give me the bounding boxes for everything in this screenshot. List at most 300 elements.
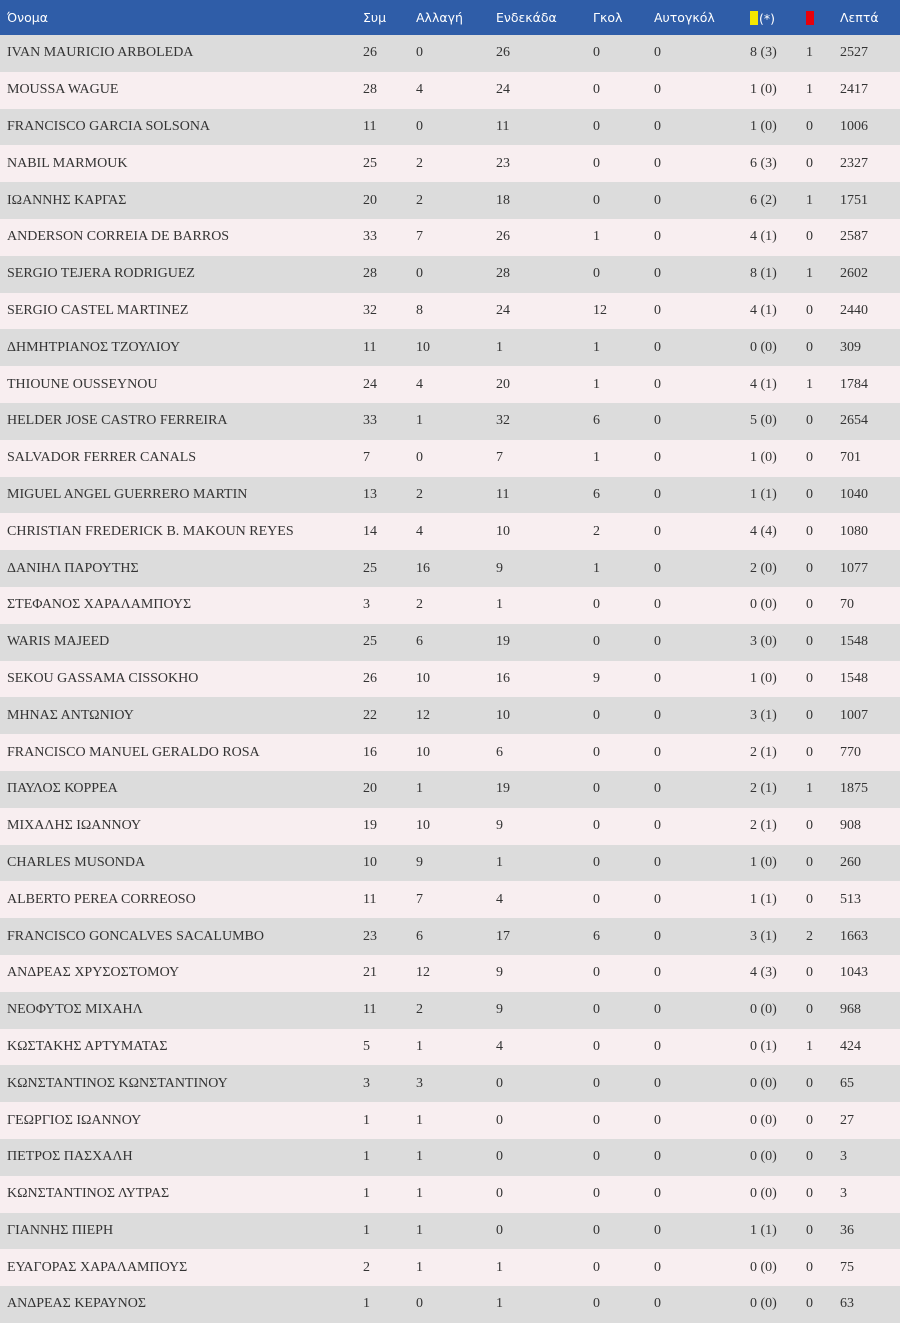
minutes-played: 1077	[840, 560, 868, 576]
player-name: SERGIO TEJERA RODRIGUEZ	[7, 266, 195, 282]
red-cards: 0	[806, 891, 813, 907]
red-cards: 0	[806, 634, 813, 650]
minutes-played: 1040	[840, 486, 868, 502]
column-header-goals[interactable]: Γκολ	[593, 10, 623, 25]
yellow-cards: 2 (1)	[750, 781, 777, 797]
minutes-played: 260	[840, 854, 861, 870]
yellow-cards: 3 (1)	[750, 928, 777, 944]
appearances: 10	[363, 854, 377, 870]
table-header-row	[0, 0, 900, 35]
own-goals: 0	[654, 670, 661, 686]
own-goals: 0	[654, 266, 661, 282]
yellow-cards: 4 (3)	[750, 965, 777, 981]
minutes-played: 1663	[840, 928, 868, 944]
minutes-played: 36	[840, 1222, 854, 1238]
minutes-played: 701	[840, 450, 861, 466]
own-goals: 0	[654, 523, 661, 539]
player-name: MIGUEL ANGEL GUERRERO MARTIN	[7, 486, 248, 502]
yellow-cards: 1 (0)	[750, 854, 777, 870]
substitutions: 1	[416, 1149, 423, 1165]
starting-lineups: 23	[496, 155, 510, 171]
red-cards: 0	[806, 1002, 813, 1018]
starting-lineups: 24	[496, 302, 510, 318]
starting-lineups: 0	[496, 1149, 503, 1165]
minutes-played: 1875	[840, 781, 868, 797]
yellow-card-icon	[750, 11, 758, 25]
starting-lineups: 9	[496, 818, 503, 834]
red-cards: 0	[806, 229, 813, 245]
table-row	[0, 182, 900, 219]
table-row	[0, 109, 900, 146]
red-cards: 0	[806, 1112, 813, 1128]
table-row	[0, 1065, 900, 1102]
appearances: 26	[363, 45, 377, 61]
substitutions: 0	[416, 1296, 423, 1312]
red-cards: 0	[806, 339, 813, 355]
yellow-cards: 3 (0)	[750, 634, 777, 650]
yellow-cards: 8 (1)	[750, 266, 777, 282]
yellow-cards: 4 (4)	[750, 523, 777, 539]
starting-lineups: 20	[496, 376, 510, 392]
own-goals: 0	[654, 45, 661, 61]
player-name: ΠΕΤΡΟΣ ΠΑΣΧΑΛΗ	[7, 1149, 133, 1165]
yellow-cards: 1 (0)	[750, 450, 777, 466]
substitutions: 7	[416, 229, 423, 245]
substitutions: 2	[416, 192, 423, 208]
table-row	[0, 440, 900, 477]
column-header-red-cards[interactable]	[806, 0, 840, 35]
substitutions: 12	[416, 965, 430, 981]
minutes-played: 1043	[840, 965, 868, 981]
goals: 0	[593, 818, 600, 834]
goals: 6	[593, 413, 600, 429]
minutes-played: 1548	[840, 670, 868, 686]
appearances: 1	[363, 1112, 370, 1128]
goals: 0	[593, 965, 600, 981]
substitutions: 1	[416, 1186, 423, 1202]
appearances: 1	[363, 1222, 370, 1238]
substitutions: 1	[416, 1038, 423, 1054]
starting-lineups: 19	[496, 634, 510, 650]
own-goals: 0	[654, 376, 661, 392]
starting-lineups: 18	[496, 192, 510, 208]
substitutions: 4	[416, 523, 423, 539]
minutes-played: 2440	[840, 302, 868, 318]
table-row	[0, 624, 900, 661]
column-header-subs[interactable]: Αλλαγή	[416, 10, 463, 25]
yellow-cards: 1 (1)	[750, 1222, 777, 1238]
yellow-cards: 1 (1)	[750, 486, 777, 502]
red-cards: 0	[806, 1259, 813, 1275]
red-cards: 0	[806, 486, 813, 502]
appearances: 23	[363, 928, 377, 944]
appearances: 5	[363, 1038, 370, 1054]
substitutions: 2	[416, 1002, 423, 1018]
table-row	[0, 1102, 900, 1139]
own-goals: 0	[654, 1149, 661, 1165]
goals: 0	[593, 1149, 600, 1165]
goals: 0	[593, 781, 600, 797]
goals: 0	[593, 744, 600, 760]
appearances: 22	[363, 707, 377, 723]
minutes-played: 2527	[840, 45, 868, 61]
substitutions: 4	[416, 376, 423, 392]
own-goals: 0	[654, 928, 661, 944]
player-name: ΔΗΜΗΤΡΙΑΝΟΣ ΤΖΟΥΛΙΟΥ	[7, 339, 181, 355]
starting-lineups: 11	[496, 486, 510, 502]
minutes-played: 1080	[840, 523, 868, 539]
starting-lineups: 1	[496, 339, 503, 355]
red-cards: 1	[806, 192, 813, 208]
appearances: 2	[363, 1259, 370, 1275]
table-row	[0, 771, 900, 808]
substitutions: 2	[416, 597, 423, 613]
goals: 0	[593, 707, 600, 723]
appearances: 20	[363, 192, 377, 208]
own-goals: 0	[654, 1112, 661, 1128]
yellow-cards: 1 (0)	[750, 82, 777, 98]
appearances: 21	[363, 965, 377, 981]
goals: 6	[593, 486, 600, 502]
appearances: 26	[363, 670, 377, 686]
starting-lineups: 7	[496, 450, 503, 466]
substitutions: 10	[416, 744, 430, 760]
red-cards: 0	[806, 1296, 813, 1312]
minutes-played: 2587	[840, 229, 868, 245]
player-name: ΔΑΝΙΗΛ ΠΑΡΟΥΤΗΣ	[7, 560, 139, 576]
red-cards: 0	[806, 1075, 813, 1091]
appearances: 11	[363, 339, 377, 355]
table-row	[0, 734, 900, 771]
substitutions: 6	[416, 634, 423, 650]
yellow-cards: 0 (1)	[750, 1038, 777, 1054]
player-name: ΙΩΑΝΝΗΣ ΚΑΡΓΑΣ	[7, 192, 127, 208]
goals: 0	[593, 45, 600, 61]
goals: 0	[593, 1222, 600, 1238]
column-header-name[interactable]: Όνομα	[7, 10, 48, 25]
yellow-cards: 6 (2)	[750, 192, 777, 208]
minutes-played: 2602	[840, 266, 868, 282]
yellow-cards: 0 (0)	[750, 1002, 777, 1018]
own-goals: 0	[654, 192, 661, 208]
red-cards: 0	[806, 118, 813, 134]
starting-lineups: 4	[496, 891, 503, 907]
red-cards: 0	[806, 597, 813, 613]
substitutions: 1	[416, 1112, 423, 1128]
own-goals: 0	[654, 1222, 661, 1238]
red-cards: 1	[806, 781, 813, 797]
appearances: 3	[363, 597, 370, 613]
player-name: ALBERTO PEREA CORREOSO	[7, 891, 196, 907]
goals: 0	[593, 192, 600, 208]
table-row	[0, 477, 900, 514]
player-name: ΓΙΑΝΝΗΣ ΠΙΕΡΗ	[7, 1222, 114, 1238]
yellow-cards: 2 (1)	[750, 744, 777, 760]
red-cards: 0	[806, 413, 813, 429]
table-row	[0, 587, 900, 624]
starting-lineups: 1	[496, 597, 503, 613]
own-goals: 0	[654, 597, 661, 613]
player-name: ΚΩΝΣΤΑΝΤΙΝΟΣ ΚΩΝΣΤΑΝΤΙΝΟΥ	[7, 1075, 228, 1091]
substitutions: 0	[416, 118, 423, 134]
appearances: 25	[363, 634, 377, 650]
own-goals: 0	[654, 707, 661, 723]
minutes-played: 968	[840, 1002, 861, 1018]
player-name: ΓΕΩΡΓΙΟΣ ΙΩΑΝΝΟΥ	[7, 1112, 142, 1128]
own-goals: 0	[654, 486, 661, 502]
own-goals: 0	[654, 1186, 661, 1202]
own-goals: 0	[654, 450, 661, 466]
appearances: 16	[363, 744, 377, 760]
player-name: CHARLES MUSONDA	[7, 854, 146, 870]
minutes-played: 65	[840, 1075, 854, 1091]
yellow-cards: 4 (1)	[750, 302, 777, 318]
appearances: 33	[363, 413, 377, 429]
starting-lineups: 0	[496, 1222, 503, 1238]
starting-lineups: 0	[496, 1186, 503, 1202]
starting-lineups: 19	[496, 781, 510, 797]
own-goals: 0	[654, 155, 661, 171]
red-cards: 0	[806, 670, 813, 686]
minutes-played: 2417	[840, 82, 868, 98]
minutes-played: 770	[840, 744, 861, 760]
yellow-cards: 0 (0)	[750, 1296, 777, 1312]
substitutions: 10	[416, 339, 430, 355]
player-name: ΜΙΧΑΛΗΣ ΙΩΑΝΝΟΥ	[7, 818, 142, 834]
starting-lineups: 1	[496, 854, 503, 870]
player-name: ΚΩΝΣΤΑΝΤΙΝΟΣ ΛΥΤΡΑΣ	[7, 1186, 170, 1202]
yellow-cards: 0 (0)	[750, 1259, 777, 1275]
table-row	[0, 918, 900, 955]
yellow-cards: 0 (0)	[750, 1149, 777, 1165]
player-name: ΜΗΝΑΣ ΑΝΤΩΝΙΟΥ	[7, 707, 134, 723]
goals: 6	[593, 928, 600, 944]
player-name: SEKOU GASSAMA CISSOKHO	[7, 670, 199, 686]
red-card-icon	[806, 11, 814, 25]
minutes-played: 1751	[840, 192, 868, 208]
own-goals: 0	[654, 1002, 661, 1018]
goals: 12	[593, 302, 607, 318]
starting-lineups: 9	[496, 1002, 503, 1018]
goals: 1	[593, 560, 600, 576]
table-row	[0, 1029, 900, 1066]
yellow-cards: 0 (0)	[750, 1112, 777, 1128]
player-name: ΕΥΑΓΟΡΑΣ ΧΑΡΑΛΑΜΠΟΥΣ	[7, 1259, 188, 1275]
starting-lineups: 32	[496, 413, 510, 429]
substitutions: 16	[416, 560, 430, 576]
table-row	[0, 256, 900, 293]
column-header-apps[interactable]: Συμ	[363, 10, 387, 25]
substitutions: 8	[416, 302, 423, 318]
goals: 0	[593, 82, 600, 98]
red-cards: 1	[806, 82, 813, 98]
own-goals: 0	[654, 744, 661, 760]
table-row	[0, 403, 900, 440]
goals: 1	[593, 450, 600, 466]
goals: 0	[593, 1259, 600, 1275]
yellow-cards: 1 (1)	[750, 891, 777, 907]
starting-lineups: 1	[496, 1259, 503, 1275]
player-name: WARIS MAJEED	[7, 634, 110, 650]
starting-lineups: 24	[496, 82, 510, 98]
table-row	[0, 145, 900, 182]
column-header-own-goals[interactable]: Αυτογκόλ	[654, 10, 715, 25]
starting-lineups: 10	[496, 707, 510, 723]
own-goals: 0	[654, 118, 661, 134]
own-goals: 0	[654, 82, 661, 98]
goals: 1	[593, 339, 600, 355]
goals: 0	[593, 1296, 600, 1312]
column-header-lineups[interactable]: Ενδεκάδα	[496, 10, 557, 25]
player-name: FRANCISCO MANUEL GERALDO ROSA	[7, 744, 260, 760]
red-cards: 0	[806, 450, 813, 466]
yellow-cards: 6 (3)	[750, 155, 777, 171]
red-cards: 0	[806, 1186, 813, 1202]
substitutions: 3	[416, 1075, 423, 1091]
appearances: 20	[363, 781, 377, 797]
minutes-played: 27	[840, 1112, 854, 1128]
column-header-yellow-cards[interactable]	[750, 0, 806, 35]
player-name: ΚΩΣΤΑΚΗΣ ΑΡΤΥΜΑΤΑΣ	[7, 1038, 168, 1054]
yellow-cards: 5 (0)	[750, 413, 777, 429]
own-goals: 0	[654, 339, 661, 355]
red-cards: 0	[806, 854, 813, 870]
table-row	[0, 808, 900, 845]
goals: 0	[593, 1038, 600, 1054]
substitutions: 2	[416, 155, 423, 171]
own-goals: 0	[654, 560, 661, 576]
starting-lineups: 17	[496, 928, 510, 944]
player-name: ΑΝΔΡΕΑΣ ΚΕΡΑΥΝΟΣ	[7, 1296, 146, 1312]
table-row	[0, 293, 900, 330]
minutes-played: 63	[840, 1296, 854, 1312]
appearances: 11	[363, 1002, 377, 1018]
red-cards: 1	[806, 1038, 813, 1054]
red-cards: 1	[806, 376, 813, 392]
goals: 0	[593, 266, 600, 282]
own-goals: 0	[654, 413, 661, 429]
player-name: ΣΤΕΦΑΝΟΣ ΧΑΡΑΛΑΜΠΟΥΣ	[7, 597, 192, 613]
player-name: SERGIO CASTEL MARTINEZ	[7, 302, 189, 318]
table-row	[0, 1286, 900, 1323]
table-row	[0, 845, 900, 882]
goals: 0	[593, 597, 600, 613]
red-cards: 1	[806, 266, 813, 282]
substitutions: 9	[416, 854, 423, 870]
own-goals: 0	[654, 818, 661, 834]
table-row	[0, 1249, 900, 1286]
table-row	[0, 329, 900, 366]
yellow-cards: 0 (0)	[750, 1186, 777, 1202]
appearances: 11	[363, 891, 377, 907]
own-goals: 0	[654, 302, 661, 318]
substitutions: 7	[416, 891, 423, 907]
own-goals: 0	[654, 781, 661, 797]
starting-lineups: 4	[496, 1038, 503, 1054]
own-goals: 0	[654, 891, 661, 907]
starting-lineups: 11	[496, 118, 510, 134]
red-cards: 2	[806, 928, 813, 944]
table-row	[0, 1213, 900, 1250]
substitutions: 10	[416, 670, 430, 686]
yellow-cards: 4 (1)	[750, 376, 777, 392]
minutes-played: 3	[840, 1186, 847, 1202]
appearances: 1	[363, 1149, 370, 1165]
player-name: IVAN MAURICIO ARBOLEDA	[7, 45, 194, 61]
red-cards: 0	[806, 560, 813, 576]
red-cards: 0	[806, 523, 813, 539]
starting-lineups: 9	[496, 560, 503, 576]
substitutions: 0	[416, 450, 423, 466]
substitutions: 1	[416, 781, 423, 797]
player-name: ΠΑΥΛΟΣ ΚΟΡΡΕΑ	[7, 781, 118, 797]
table-row	[0, 661, 900, 698]
player-name: HELDER JOSE CASTRO FERREIRA	[7, 413, 228, 429]
appearances: 33	[363, 229, 377, 245]
yellow-cards: 0 (0)	[750, 1075, 777, 1091]
column-header-minutes[interactable]: Λεπτά	[840, 10, 879, 25]
substitutions: 12	[416, 707, 430, 723]
goals: 0	[593, 1075, 600, 1091]
appearances: 24	[363, 376, 377, 392]
substitutions: 6	[416, 928, 423, 944]
player-name: FRANCISCO GONCALVES SACALUMBO	[7, 928, 264, 944]
goals: 9	[593, 670, 600, 686]
own-goals: 0	[654, 1075, 661, 1091]
own-goals: 0	[654, 1038, 661, 1054]
minutes-played: 309	[840, 339, 861, 355]
red-cards: 0	[806, 707, 813, 723]
table-row	[0, 955, 900, 992]
own-goals: 0	[654, 229, 661, 245]
yellow-cards: 1 (0)	[750, 118, 777, 134]
yellow-cards: 4 (1)	[750, 229, 777, 245]
player-name: THIOUNE OUSSEYNOU	[7, 376, 158, 392]
minutes-played: 2327	[840, 155, 868, 171]
red-cards: 0	[806, 965, 813, 981]
own-goals: 0	[654, 1296, 661, 1312]
substitutions: 1	[416, 413, 423, 429]
goals: 0	[593, 1186, 600, 1202]
table-row	[0, 697, 900, 734]
minutes-played: 1006	[840, 118, 868, 134]
goals: 0	[593, 634, 600, 650]
appearances: 25	[363, 560, 377, 576]
red-cards: 0	[806, 302, 813, 318]
table-row	[0, 1139, 900, 1176]
player-name: ΑΝΔΡΕΑΣ ΧΡΥΣΟΣΤΟΜΟΥ	[7, 965, 180, 981]
appearances: 3	[363, 1075, 370, 1091]
substitutions: 1	[416, 1259, 423, 1275]
appearances: 19	[363, 818, 377, 834]
table-row	[0, 219, 900, 256]
goals: 1	[593, 229, 600, 245]
red-cards: 0	[806, 1149, 813, 1165]
appearances: 1	[363, 1296, 370, 1312]
own-goals: 0	[654, 965, 661, 981]
yellow-cards: 8 (3)	[750, 45, 777, 61]
starting-lineups: 9	[496, 965, 503, 981]
goals: 0	[593, 155, 600, 171]
player-name: ANDERSON CORREIA DE BARROS	[7, 229, 230, 245]
own-goals: 0	[654, 854, 661, 870]
player-name: CHRISTIAN FREDERICK B. MAKOUN REYES	[7, 523, 294, 539]
appearances: 13	[363, 486, 377, 502]
substitutions: 2	[416, 486, 423, 502]
starting-lineups: 6	[496, 744, 503, 760]
appearances: 25	[363, 155, 377, 171]
own-goals: 0	[654, 1259, 661, 1275]
